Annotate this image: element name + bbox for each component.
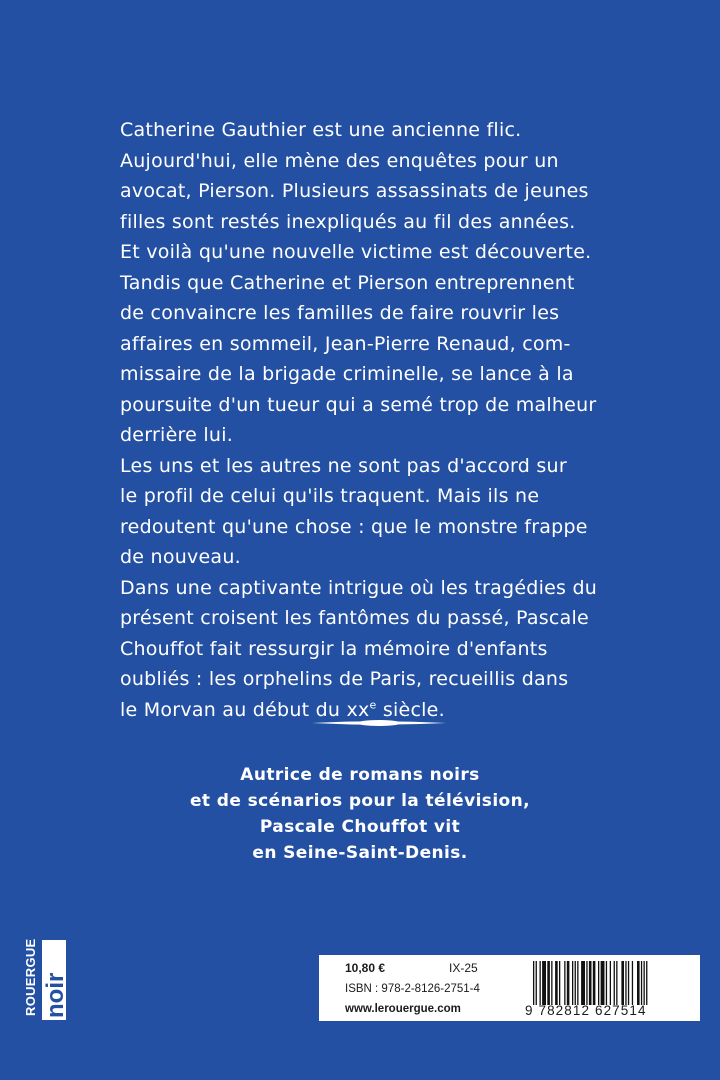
barcode-bar [559,961,560,1005]
barcode [533,961,691,1005]
logo-collection-name: noir [42,972,69,1018]
barcode-bar [567,961,570,1005]
barcode-bar [581,961,585,1005]
barcode-bar [606,961,607,1005]
synopsis-line: Aujourd'hui, elle mène des enquêtes pour un [120,149,559,172]
bio-line: Pascale Chouffot vit [259,817,461,837]
barcode-bar [555,961,558,1005]
barcode-bar [598,961,599,1005]
synopsis-line: Chouffot fait ressurgir la mémoire d'enfants [120,637,548,660]
synopsis-line: le profil de celui qu'ils traquent. Mais ils ne [120,485,540,507]
synopsis-line: de nouveau. [120,546,241,568]
website: www.lerouergue.com [345,1003,461,1015]
last-line-start: le Morvan au début du [120,698,347,721]
barcode-bar [644,961,645,1005]
barcode-bar [616,961,617,1005]
barcode-bar [610,961,611,1005]
barcode-bar [646,961,647,1005]
barcode-bar [577,961,578,1005]
barcode-bar [564,961,565,1005]
barcode-bar [621,961,624,1005]
bio-line: en Seine-Saint-Denis. [252,843,468,863]
barcode-bar [572,961,573,1005]
price: 10,80 € [345,961,386,975]
synopsis-line: Tandis que Catherine et Pierson entreprennent [120,271,575,294]
synopsis-line: oubliés : les orphelins de Paris, recueillis dans [120,668,569,690]
synopsis-line: affaires en sommeil, Jean-Pierre Renaud, com- [120,332,571,355]
last-line-end: siècle. [376,698,445,721]
synopsis-line: présent croisent les fantômes du passé, Pascale [120,607,589,629]
barcode-bar [589,961,592,1005]
barcode-bar [637,961,640,1005]
barcode-bar [625,961,626,1005]
synopsis-line: Catherine Gauthier est une ancienne flic. [120,119,522,141]
barcode-bar [601,961,605,1005]
barcode-bar [575,961,576,1005]
barcode-bar [641,961,642,1005]
synopsis-line: poursuite d'un tueur qui a semé trop de malheur [120,393,597,416]
synopsis-line: avocat, Pierson. Plusieurs assassinats de jeunes [120,180,589,202]
synopsis-line: Et voilà qu'une nouvelle victime est découverte. [120,241,592,263]
bio-line: Autrice de romans noirs [240,765,480,785]
synopsis-line: Dans une captivante intrigue où les tragédies du [120,576,598,599]
barcode-digits: 9 782812 627514 [525,1003,647,1018]
barcode-bar [614,961,615,1005]
logo-publisher-name: ROUERGUE [23,938,38,1016]
author-bio [150,762,570,866]
barcode-bar [533,961,534,1005]
barcode-bar [551,961,552,1005]
synopsis-line: de convaincre les familles de faire rouvrir les [120,302,560,324]
barcode-bar [547,961,550,1005]
publisher-logo [20,938,69,1020]
barcode-bar [632,961,633,1005]
century: xx [346,698,370,721]
synopsis-line: filles sont restés inexpliqués au fil des années. [120,210,576,233]
synopsis-line: missaire de la brigade criminelle, se lance à la [120,363,574,385]
barcode-bar [540,961,541,1005]
decorative-divider [312,716,446,730]
barcode-bar [536,961,537,1005]
synopsis-line: derrière lui. [120,424,234,446]
price-label [319,955,700,1021]
isbn: ISBN : 978-2-8126-2751-4 [345,983,480,995]
barcode-bar [586,961,587,1005]
synopsis-line: redoutent qu'une chose : que le monstre frappe [120,515,588,538]
century-superscript: e [369,698,377,712]
synopsis-line: Les uns et les autres ne sont pas d'accord sur [120,454,567,477]
edition-code: IX-25 [449,961,478,975]
barcode-bar [593,961,596,1005]
bio-line: et de scénarios pour la télévision, [190,791,530,811]
barcode-bar [628,961,629,1005]
barcode-bar [542,961,546,1005]
synopsis [120,115,620,725]
